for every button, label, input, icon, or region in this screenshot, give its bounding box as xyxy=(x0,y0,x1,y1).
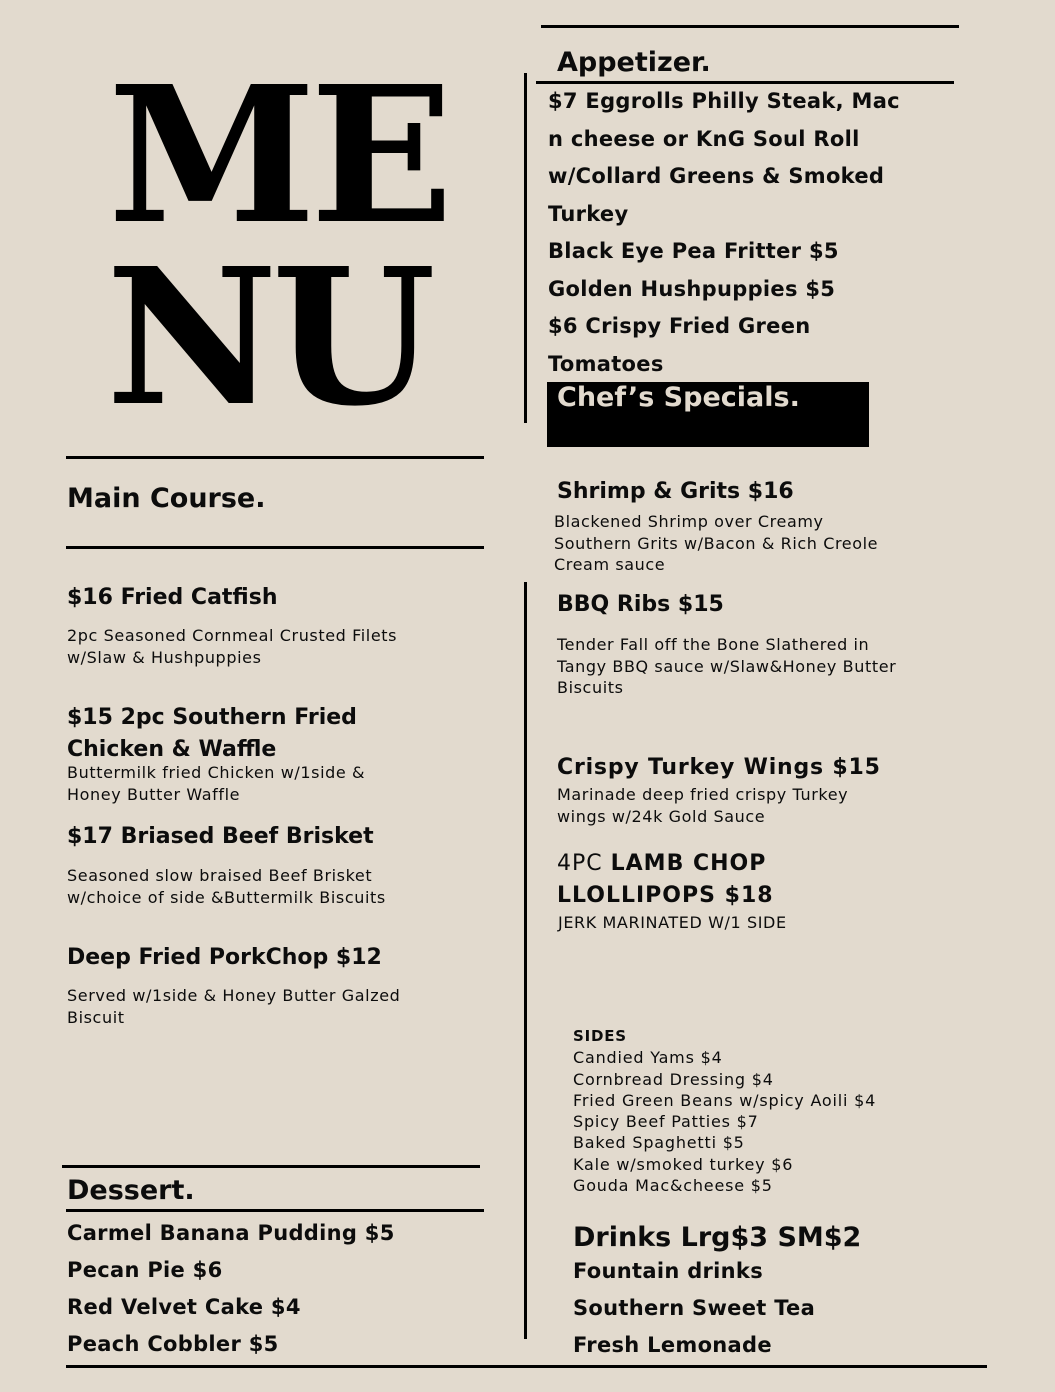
list-item: n cheese or KnG Soul Roll xyxy=(548,126,860,151)
chefs-specials-heading: Chef’s Specials. xyxy=(557,382,800,413)
divider xyxy=(62,1165,480,1168)
divider xyxy=(66,456,484,459)
list-item: Candied Yams $4 xyxy=(573,1048,723,1068)
list-item: Fountain drinks xyxy=(573,1259,763,1283)
menu-item-desc: Served w/1side & Honey Butter Galzed Biscuit xyxy=(67,986,401,1027)
vertical-divider xyxy=(524,73,527,423)
appetizer-heading: Appetizer. xyxy=(557,47,711,78)
menu-item-desc: Tender Fall off the Bone Slathered in Tangy BBQ sauce w/Slaw&Honey Butter Biscuits xyxy=(557,635,897,697)
drinks-list xyxy=(573,1253,815,1364)
menu-logo-line-1: ME xyxy=(108,45,448,266)
list-item: Gouda Mac&cheese $5 xyxy=(573,1176,773,1196)
menu-item-desc: Blackened Shrimp over Creamy Southern Grits w/Bacon & Rich Creole Cream sauce xyxy=(554,512,879,574)
main-course-heading: Main Course. xyxy=(67,483,266,514)
list-item: Golden Hushpuppies $5 xyxy=(548,276,836,301)
list-item: $7 Eggrolls Philly Steak, Mac xyxy=(548,89,900,113)
list-item: Carmel Banana Pudding $5 xyxy=(67,1221,395,1245)
drinks-heading: Drinks Lrg$3 SM$2 xyxy=(573,1222,862,1253)
list-item: Cornbread Dressing $4 xyxy=(573,1069,774,1089)
menu-item-title: Shrimp & Grits $16 xyxy=(557,479,794,504)
list-item: Peach Cobbler $5 xyxy=(67,1332,279,1356)
menu-item-title: $15 2pc Southern Fried Chicken & Waffle xyxy=(67,705,357,762)
list-item: Red Velvet Cake $4 xyxy=(67,1295,301,1319)
dessert-heading: Dessert. xyxy=(67,1175,195,1206)
menu-item-title: $17 Briased Beef Brisket xyxy=(67,824,374,849)
list-item: Pecan Pie $6 xyxy=(67,1258,223,1282)
list-item: Turkey xyxy=(548,201,629,226)
list-item: Baked Spaghetti $5 xyxy=(573,1133,745,1153)
list-item: Southern Sweet Tea xyxy=(573,1296,816,1320)
divider xyxy=(541,25,959,28)
menu-item-desc: Marinade deep fried crispy Turkey wings w/24k Gold Sauce xyxy=(557,785,849,826)
menu-item-desc: Buttermilk fried Chicken w/1side & Honey Butter Waffle xyxy=(67,763,366,804)
sides-heading: SIDES xyxy=(573,1027,627,1045)
menu-item-desc: 2pc Seasoned Cornmeal Crusted Filets w/Slaw & Hushpuppies xyxy=(67,626,398,667)
list-item: Spicy Beef Patties $7 xyxy=(573,1112,759,1132)
list-item: Fresh Lemonade xyxy=(573,1333,772,1357)
menu-item-desc: Seasoned slow braised Beef Brisket w/choice of side &Buttermilk Biscuits xyxy=(67,866,386,907)
menu-item-title: 4PC LAMB CHOP LLOLLIPOPS $18 xyxy=(557,851,774,908)
menu-logo-line-2: NU xyxy=(106,227,430,448)
menu-item-desc: JERK MARINATED W/1 SIDE xyxy=(558,913,787,932)
dessert-list xyxy=(67,1215,395,1363)
sides-section xyxy=(573,1026,876,1196)
menu-item-title: Crispy Turkey Wings $15 xyxy=(557,755,881,780)
list-item: Kale w/smoked turkey $6 xyxy=(573,1154,794,1174)
list-item: $6 Crispy Fried Green xyxy=(548,314,811,338)
menu-item-title: BBQ Ribs $15 xyxy=(557,592,724,617)
list-item: Fried Green Beans w/spicy Aoili $4 xyxy=(573,1090,877,1110)
menu-item-title: $16 Fried Catfish xyxy=(67,585,278,610)
list-item: w/Collard Greens & Smoked xyxy=(548,164,885,188)
appetizer-list xyxy=(548,83,900,383)
divider xyxy=(66,1209,484,1212)
vertical-divider xyxy=(524,582,527,1339)
list-item: Black Eye Pea Fritter $5 xyxy=(548,239,839,263)
divider xyxy=(66,546,484,549)
list-item: Tomatoes xyxy=(548,351,664,376)
menu-item-title: Deep Fried PorkChop $12 xyxy=(67,945,382,970)
chefs-specials-banner xyxy=(547,382,869,447)
bottom-divider xyxy=(66,1365,987,1368)
